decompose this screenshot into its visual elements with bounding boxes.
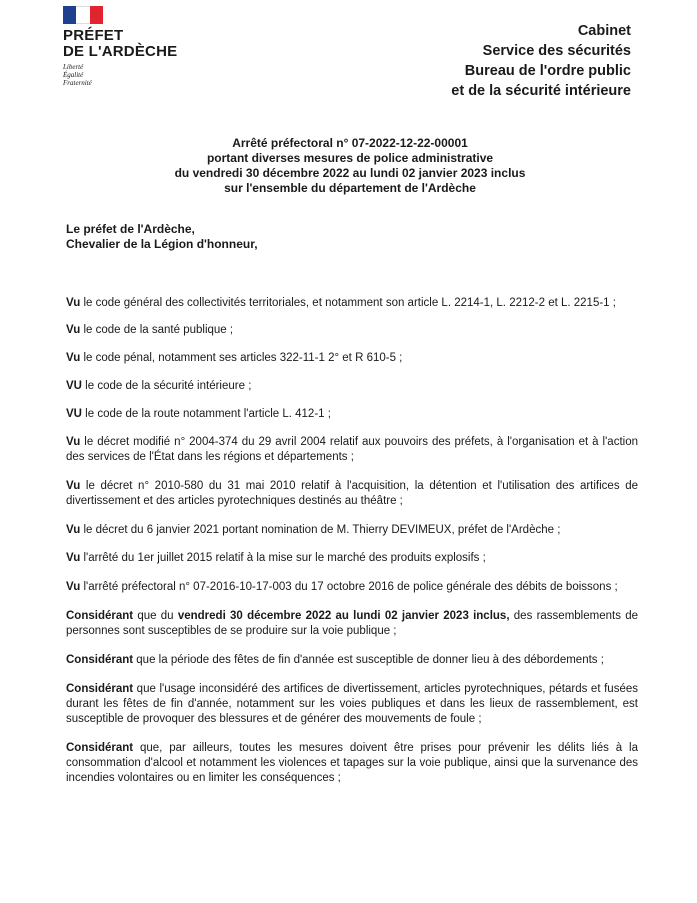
visa-paragraph: Vu l'arrêté préfectoral n° 07-2016-10-17-003 du 17 octobre 2016 de police générale des débits de boissons ; <box>66 581 618 593</box>
decree-title: Arrêté préfectoral n° 07-2022-12-22-00001 portant diverses mesures de police administrative du vendredi 30 décembre 2022 au lundi 02 janvier 2023 inclus sur l'ensemble du département de l'Ardèche <box>174 136 526 195</box>
visa-paragraph: Vu le décret n° 2010-580 du 31 mai 2010 relatif à l'acquisition, la détention et l'utilisation des artifices de divertissement et des articles pyrotechniques destinés au théâtre ; <box>66 480 638 507</box>
visa-paragraph: VU le code de la route notamment l'article L. 412-1 ; <box>66 408 331 420</box>
marianne-flag-icon <box>63 6 103 24</box>
service-line: Cabinet <box>577 23 631 39</box>
considerant-paragraph: Considérant que, par ailleurs, toutes les mesures doivent être prises pour prévenir les délits liés à la consommation d'alcool et notamment les violences et tapages sur la voie publique, ainsi que la survenance des incendies volontaires ou en limiter les conséquences ; <box>66 742 638 784</box>
visa-paragraph: Vu le code de la santé publique ; <box>66 324 234 336</box>
republic-motto: Liberté Égalité Fraternité <box>63 63 92 87</box>
service-line: et de la sécurité intérieure <box>451 83 631 99</box>
visa-paragraph: Vu le code pénal, notamment ses articles 322-11-1 2° et R 610-5 ; <box>66 352 403 364</box>
considerant-paragraph: Considérant que du vendredi 30 décembre 2022 au lundi 02 janvier 2023 inclus, des rassemblements de personnes sont susceptibles de se produire sur la voie publique ; <box>66 610 638 637</box>
decree-body <box>66 296 638 786</box>
visa-paragraph: Vu le décret du 6 janvier 2021 portant nomination de M. Thierry DEVIMEUX, préfet de l'Ardèche ; <box>66 524 561 536</box>
issuing-service <box>451 21 631 101</box>
visa-paragraph: Vu l'arrêté du 1er juillet 2015 relatif à la mise sur le marché des produits explosifs ; <box>66 552 486 564</box>
considerant-paragraph: Considérant que l'usage inconsidéré des artifices de divertissement, articles pyrotechniques, pétards et fusées durant les fêtes de fin d'année, notamment sur les voies publiques et dans les lieux de rassemblement, est susceptible de provoquer des blessures et de générer des mouvements de foule ; <box>66 683 638 725</box>
service-line: Service des sécurités <box>482 43 631 59</box>
visa-paragraph: Vu le décret modifié n° 2004-374 du 29 avril 2004 relatif aux pouvoirs des préfets, à l'organisation et à l'action des services de l'État dans les régions et départements ; <box>66 436 638 463</box>
considerant-paragraph: Considérant que la période des fêtes de fin d'année est susceptible de donner lieu à des débordements ; <box>66 654 604 666</box>
visa-paragraph: Vu le code général des collectivités territoriales, et notamment son article L. 2214-1, L. 2212-2 et L. 2215-1 ; <box>66 297 616 309</box>
visa-paragraph: VU le code de la sécurité intérieure ; <box>66 380 252 392</box>
logo-title: PRÉFET DE L'ARDÈCHE <box>63 27 178 60</box>
prefecture-logo <box>63 6 203 87</box>
prefect-signatory: Le préfet de l'Ardèche, Chevalier de la Légion d'honneur, <box>66 222 258 251</box>
service-line: Bureau de l'ordre public <box>464 63 631 79</box>
